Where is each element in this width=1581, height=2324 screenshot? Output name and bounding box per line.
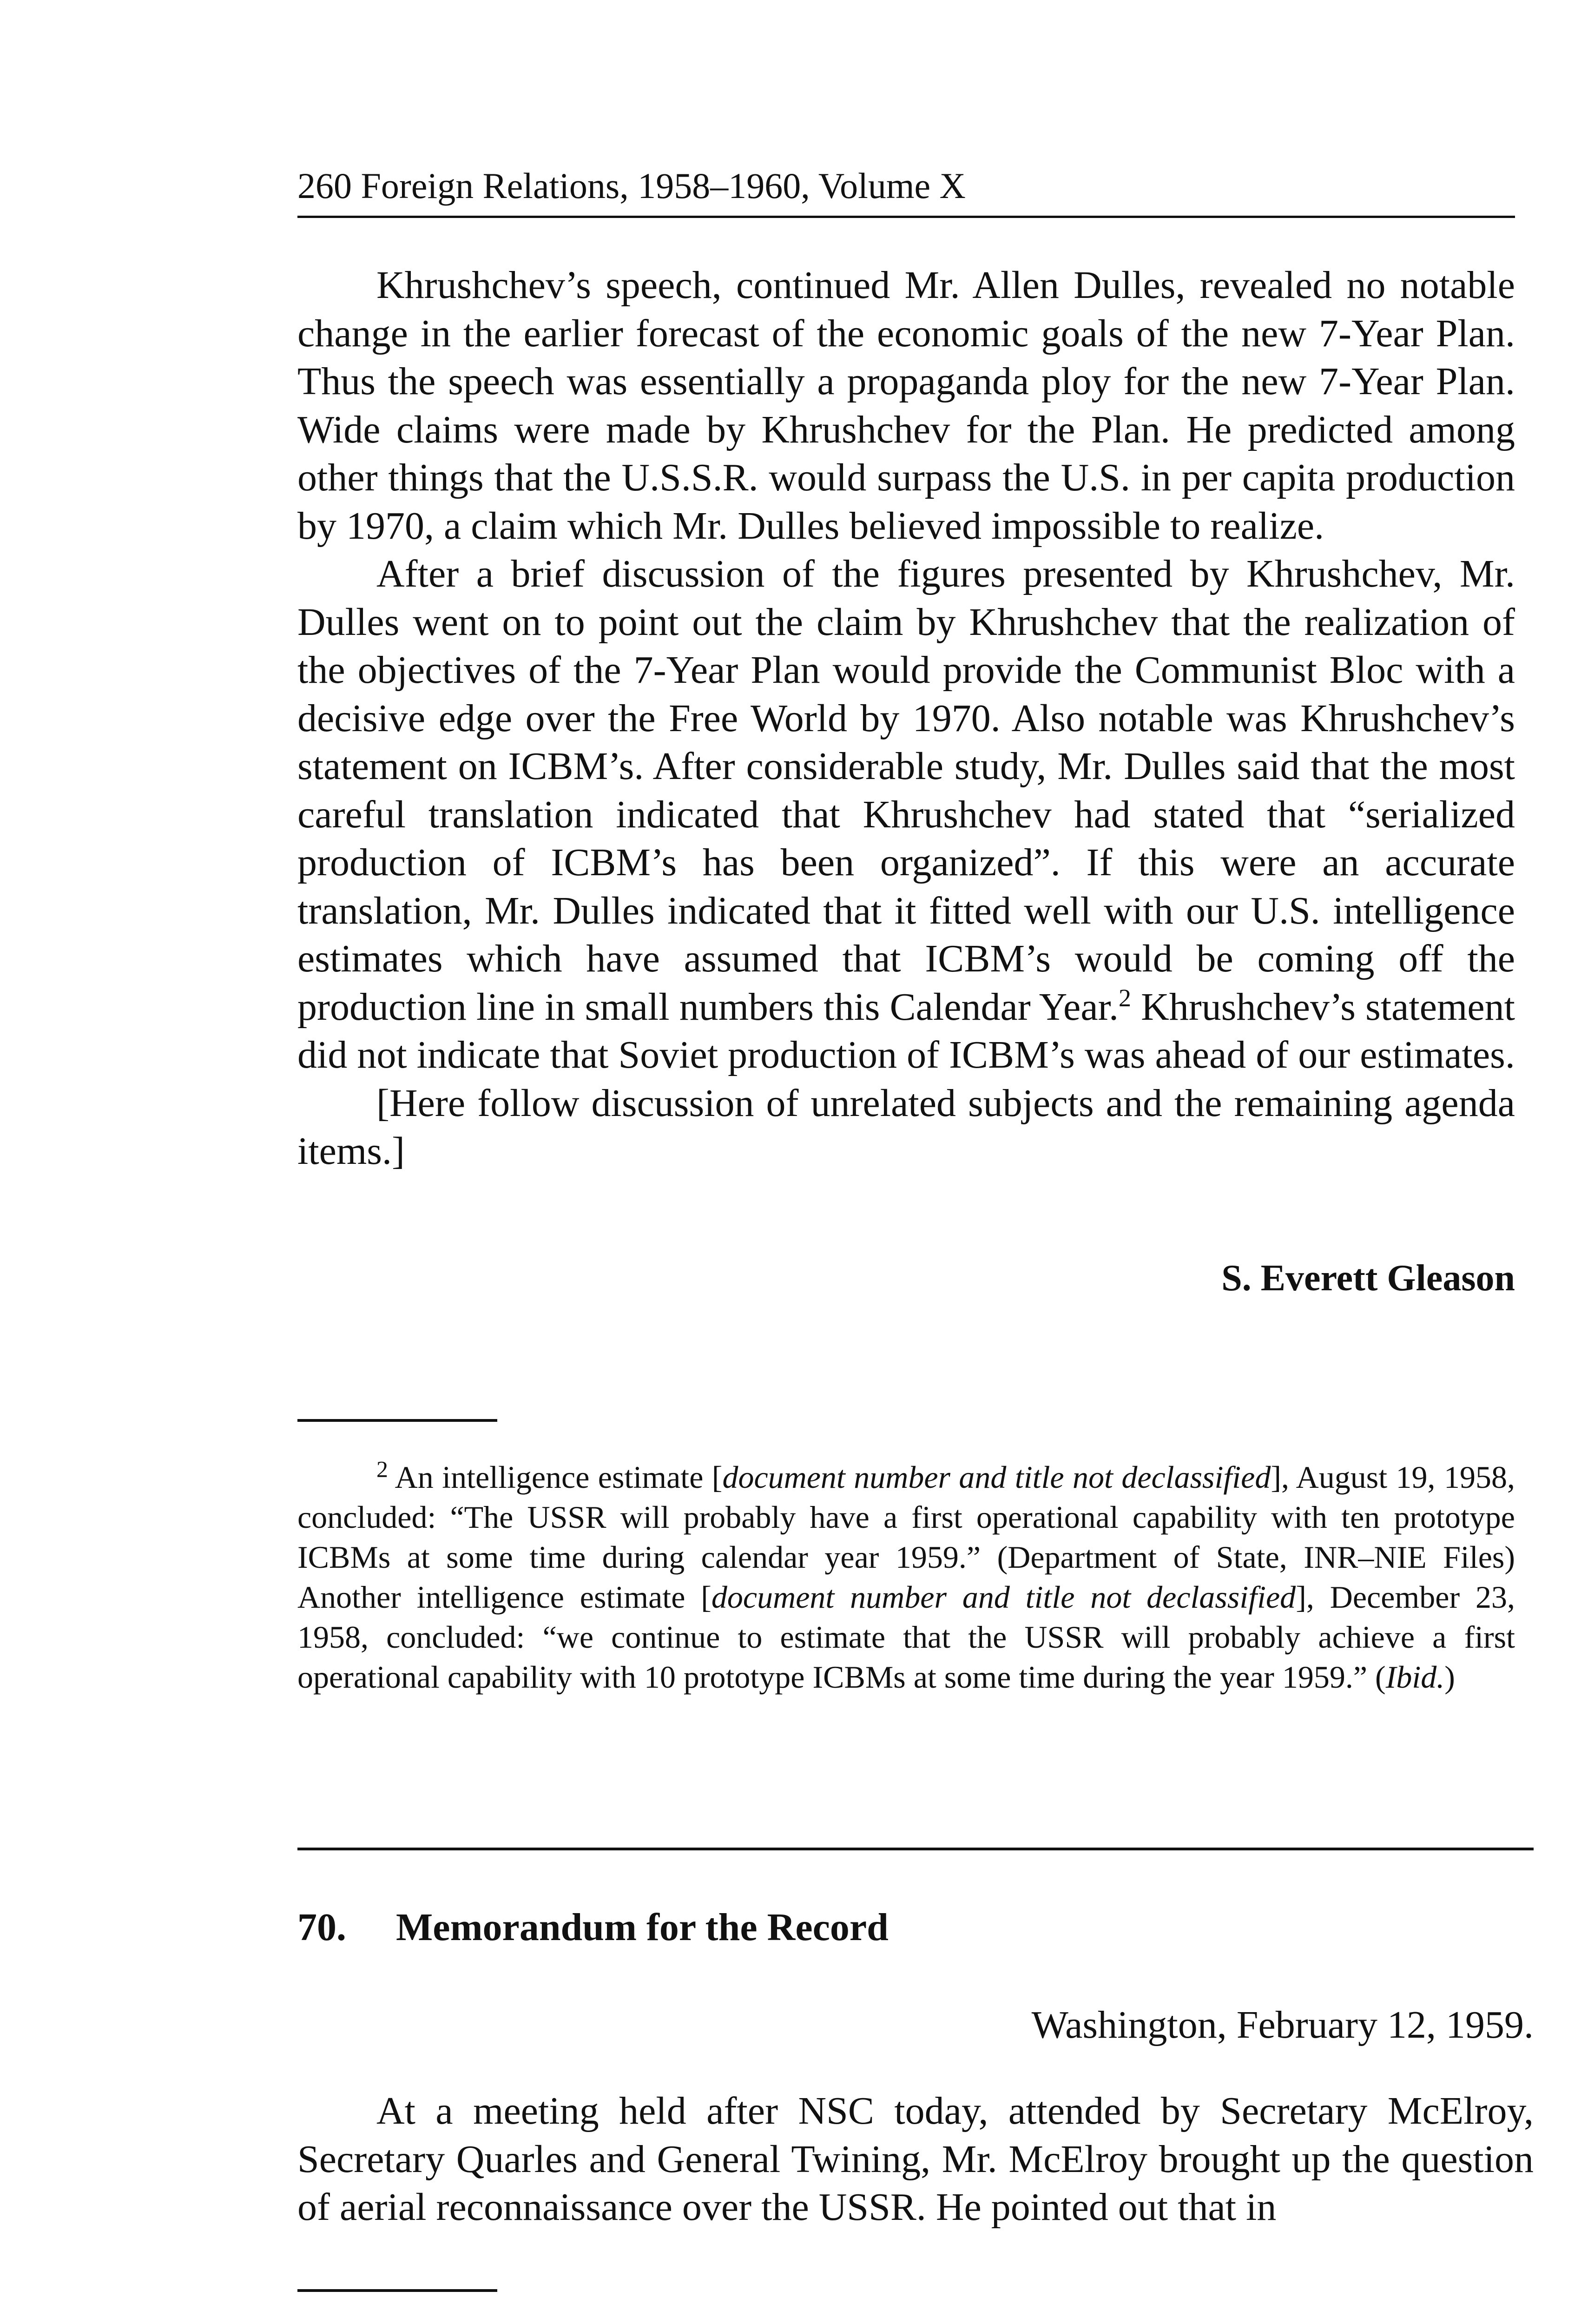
document-title: Memorandum for the Record xyxy=(396,1906,889,1949)
paragraph-icbm-part1: After a brief discussion of the figures presented by Khrushchev, Mr. Dulles went on to point out the claim by Khrushchev that the realization of the objectives of the 7-Year Plan would provide the Communist Bloc with a decisive edge over the Free World by 1970. Also notable was Khrushchev’s statement on ICBM’s. After considerable study, Mr. Dulles said that the most careful translation indicated that Khrushchev had stated that “serialized production of ICBM’s has been organized”. If this were an accurate translation, Mr. Dulles indicated that it fitted well with our U.S. intelligence estimates which have assumed that ICBM’s would be coming off the production line in small numbers this Calendar Year. xyxy=(297,552,1515,1029)
source-footnote-text xyxy=(297,2322,1515,2324)
footnote-2-mark: 2 xyxy=(376,1456,388,1482)
footnote-2-text-part: ) xyxy=(1444,1659,1455,1695)
footnote-2-text-part: An intelligence estimate [ xyxy=(388,1459,723,1495)
document-heading xyxy=(297,1903,1515,1952)
footnote-2-text-part: ], August 19, 1958, concluded: “The USSR will probably have a first operational capability with ten prototype ICBMs at some time during calendar year 1959.” (Department of State, INR–NIE Files) Another intelligence estimate [ xyxy=(297,1459,1515,1615)
footnote-2 xyxy=(297,1457,1515,1697)
section-divider xyxy=(297,1848,1534,1850)
upper-body-text xyxy=(297,261,1515,1175)
paragraph-editorial-note: [Here follow discussion of unrelated subjects and the remaining agenda items.] xyxy=(297,1081,1515,1173)
paragraph-icbm xyxy=(297,550,1515,1079)
dateline: Washington, February 12, 1959. xyxy=(1031,2003,1534,2047)
paragraph-icbm-part2: Khrushchev’s statement did not indicate that Soviet production of ICBM’s was ahead of our estimates. xyxy=(297,985,1515,1076)
lower-body-text xyxy=(297,2087,1534,2232)
signature: S. Everett Gleason xyxy=(1221,1258,1515,1299)
document-number: 70. xyxy=(297,1906,346,1949)
footnote-2-ibid: Ibid. xyxy=(1385,1659,1445,1695)
source-footnote-rule xyxy=(297,2289,497,2292)
footnote-2-text xyxy=(297,1457,1515,1697)
source-footnote xyxy=(297,2322,1515,2324)
footnote-2-text-part: ], December 23, 1958, concluded: “we continue to estimate that the USSR will probably achieve a first operational capability with 10 prototype ICBMs at some time during the year 1959.” ( xyxy=(297,1579,1515,1695)
running-head: 260 Foreign Relations, 1958–1960, Volume X xyxy=(297,165,966,206)
footnote-rule xyxy=(297,1419,497,1422)
footnote-reference-2[interactable]: 2 xyxy=(1118,984,1131,1012)
header-rule xyxy=(297,216,1515,218)
paragraph-speech: Khrushchev’s speech, continued Mr. Allen Dulles, revealed no notable change in the earlier forecast of the economic goals of the new 7-Year Plan. Thus the speech was essentially a propaganda ploy for the new 7-Year Plan. Wide claims were made by Khrushchev for the Plan. He predicted among other things that the U.S.S.R. would surpass the U.S. in per capita production by 1970, a claim which Mr. Dulles believed impossible to realize. xyxy=(297,264,1515,548)
paragraph-meeting: At a meeting held after NSC today, attended by Secretary McElroy, Secretary Quarles and General Twining, Mr. McElroy brought up the question of aerial reconnaissance over the USSR. He pointed out that in xyxy=(297,2089,1534,2229)
footnote-2-italic-part: document number and title not declassified xyxy=(711,1579,1296,1615)
footnote-2-italic-part: document number and title not declassified xyxy=(722,1459,1271,1495)
